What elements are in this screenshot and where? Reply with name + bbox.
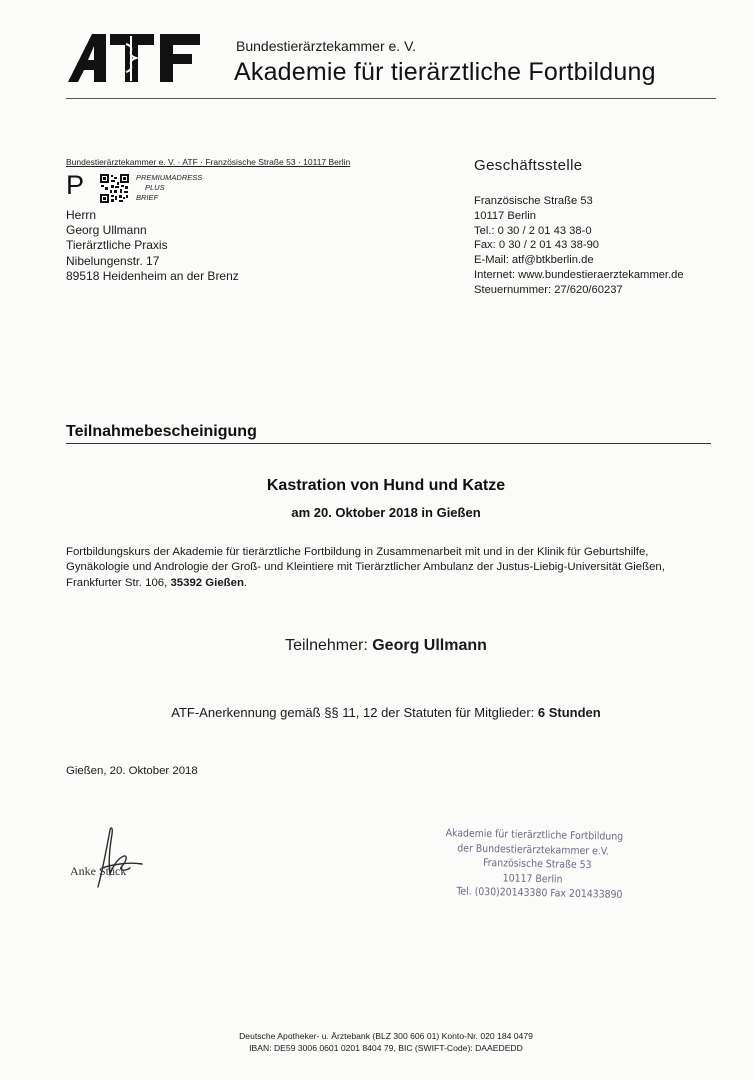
recognition-hours: 6 Stunden — [537, 705, 601, 720]
recipient-line: Tierärztliche Praxis — [66, 238, 168, 253]
postage-label-line-1: PREMIUMADRESS — [136, 173, 203, 182]
recipient-line: Nibelungenstr. 17 — [66, 253, 160, 268]
participant-label: Teilnehmer: — [285, 637, 368, 654]
academy-name: Akademie für tierärztliche Fortbildung — [234, 58, 656, 86]
atf-logo — [66, 32, 206, 84]
official-stamp — [444, 826, 625, 902]
footer-line-1: Deutsche Apotheker- u. Ärztebank (BLZ 300 606 01) Konto-Nr. 020 184 0479 — [239, 1031, 533, 1041]
bank-footer — [0, 1031, 754, 1054]
participant — [0, 637, 754, 655]
course-description-text: Fortbildungskurs der Akademie für tierärztliche Fortbildung in Zusammenarbeit mit und in der Klinik für Geburtshilfe, Gynäkologie und Andrologie der Groß- und Kleintiere mit Tierärztlicher Ambulanz der Justus-Liebig-Universität Gießen, Frankfurter Str. 106, — [66, 546, 665, 589]
stamp-line: Französische Straße 53 — [482, 856, 592, 872]
course-title: Kastration von Hund und Katze — [266, 477, 506, 494]
course-description-postal: 35392 Gießen — [170, 576, 244, 589]
recognition — [0, 705, 754, 720]
signature-icon — [58, 822, 178, 892]
stamp-line: Tel. (030)20143380 Fax 201433890 — [456, 885, 623, 901]
recipient-line: Herrn — [66, 208, 97, 222]
postage-label-line-2: PLUS — [145, 183, 165, 192]
qr-code-icon — [100, 174, 129, 203]
recipient-line: Georg Ullmann — [66, 223, 147, 238]
recipient-address — [66, 208, 239, 284]
title-divider — [66, 443, 711, 444]
footer-line-2: IBAN: DE59 3006 0601 0201 8404 79, BIC (SWIFT-Code): DAAEDEDD — [249, 1042, 523, 1053]
recipient-line: 89518 Heidenheim an der Brenz — [66, 268, 239, 283]
postage-mark: P — [66, 170, 85, 200]
office-line: Fax: 0 30 / 2 01 43 38-90 — [474, 239, 600, 252]
office-line: Internet: www.bundestieraerztekammer.de — [474, 268, 684, 281]
signer-name: Anke Stück — [70, 864, 127, 878]
place-date: Gießen, 20. Oktober 2018 — [66, 765, 198, 777]
document-title: Teilnahmebescheinigung — [66, 423, 257, 440]
office-line: Tel.: 0 30 / 2 01 43 38-0 — [474, 224, 592, 237]
sender-return-address: Bundestierärztekammer e. V. · ATF · Französische Straße 53 · 10117 Berlin — [66, 157, 351, 167]
office-heading: Geschäftsstelle — [474, 157, 583, 174]
course-description-end: . — [243, 576, 248, 589]
office-line: Steuernummer: 27/620/60237 — [474, 283, 623, 296]
header-divider — [66, 98, 716, 99]
stamp-line: 10117 Berlin — [502, 871, 563, 886]
office-line: Französische Straße 53 — [474, 195, 593, 207]
recognition-text: ATF-Anerkennung gemäß §§ 11, 12 der Statuten für Mitglieder: — [171, 705, 535, 720]
stamp-line: der Bundestierärztekammer e.V. — [457, 841, 609, 858]
course-date-place: am 20. Oktober 2018 in Gießen — [291, 505, 481, 520]
stamp-line: Akademie für tierärztliche Fortbildung — [445, 827, 624, 843]
postage-label-line-3: BRIEF — [136, 193, 159, 202]
office-contact — [474, 194, 684, 298]
office-line: E-Mail: atf@btkberlin.de — [474, 254, 594, 267]
office-line: 10117 Berlin — [474, 209, 536, 222]
participant-name: Georg Ullmann — [372, 637, 487, 654]
course-description — [66, 545, 706, 591]
org-name: Bundestierärztekammer e. V. — [236, 38, 417, 54]
